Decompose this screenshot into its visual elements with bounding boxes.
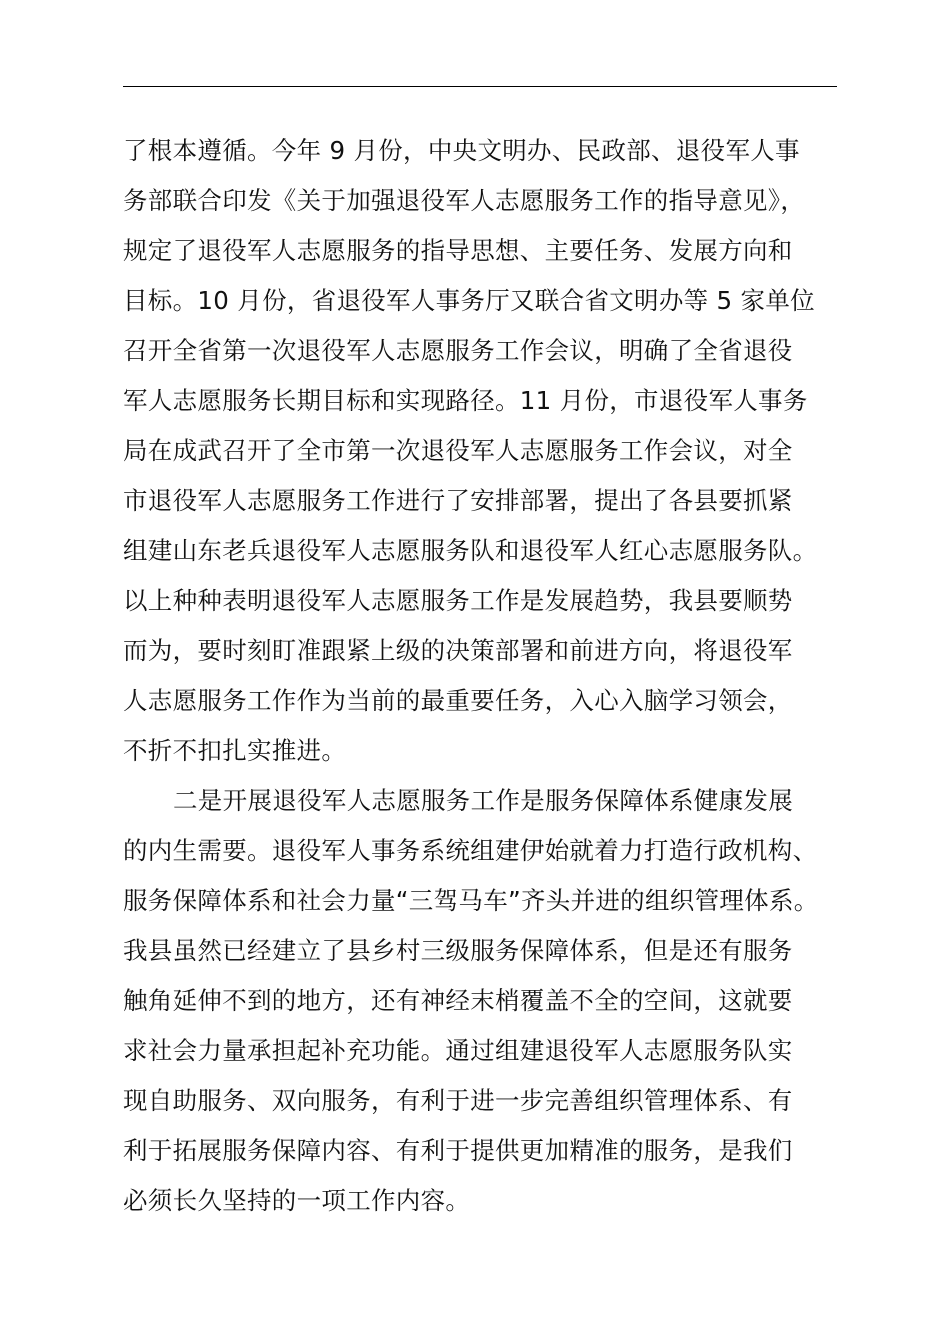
text-line: 目标。10 月份，省退役军人事务厅又联合省文明办等 5 家单位 (123, 286, 815, 315)
text-line: 不折不扣扎实推进。 (123, 736, 347, 765)
text-line: 服务保障体系和社会力量“三驾马车”齐头并进的组织管理体系。 (123, 886, 819, 915)
text-line: 触角延伸不到的地方，还有神经末梢覆盖不全的空间，这就要 (123, 986, 793, 1015)
text-line: 召开全省第一次退役军人志愿服务工作会议，明确了全省退役 (123, 336, 793, 365)
text-line: 局在成武召开了全市第一次退役军人志愿服务工作会议，对全 (123, 436, 793, 465)
text-line: 以上种种表明退役军人志愿服务工作是发展趋势，我县要顺势 (123, 586, 793, 615)
body-text (123, 126, 843, 1226)
text-line: 务部联合印发《关于加强退役军人志愿服务工作的指导意见》， (123, 186, 806, 215)
text-line: 了根本遵循。今年 9 月份，中央文明办、民政部、退役军人事 (123, 136, 800, 165)
text-line: 市退役军人志愿服务工作进行了安排部署，提出了各县要抓紧 (123, 486, 793, 515)
text-line: 人志愿服务工作作为当前的最重要任务，入心入脑学习领会， (123, 686, 793, 715)
text-line: 而为，要时刻盯准跟紧上级的决策部署和前进方向，将退役军 (123, 636, 793, 665)
text-line: 现自助服务、双向服务，有利于进一步完善组织管理体系、有 (123, 1086, 793, 1115)
header-rule (123, 86, 837, 87)
text-line: 我县虽然已经建立了县乡村三级服务保障体系，但是还有服务 (123, 936, 793, 965)
text-line: 利于拓展服务保障内容、有利于提供更加精准的服务，是我们 (123, 1136, 793, 1165)
text-line: 求社会力量承担起补充功能。通过组建退役军人志愿服务队实 (123, 1036, 793, 1065)
text-line: 的内生需要。退役军人事务系统组建伊始就着力打造行政机构、 (123, 836, 818, 865)
text-line: 必须长久坚持的一项工作内容。 (123, 1186, 471, 1215)
text-line: 军人志愿服务长期目标和实现路径。11 月份，市退役军人事务 (123, 386, 808, 415)
text-line: 规定了退役军人志愿服务的指导思想、主要任务、发展方向和 (123, 236, 793, 265)
text-line: 组建山东老兵退役军人志愿服务队和退役军人红心志愿服务队。 (123, 536, 818, 565)
paragraph-start-line: 二是开展退役军人志愿服务工作是服务保障体系健康发展 (173, 786, 793, 815)
